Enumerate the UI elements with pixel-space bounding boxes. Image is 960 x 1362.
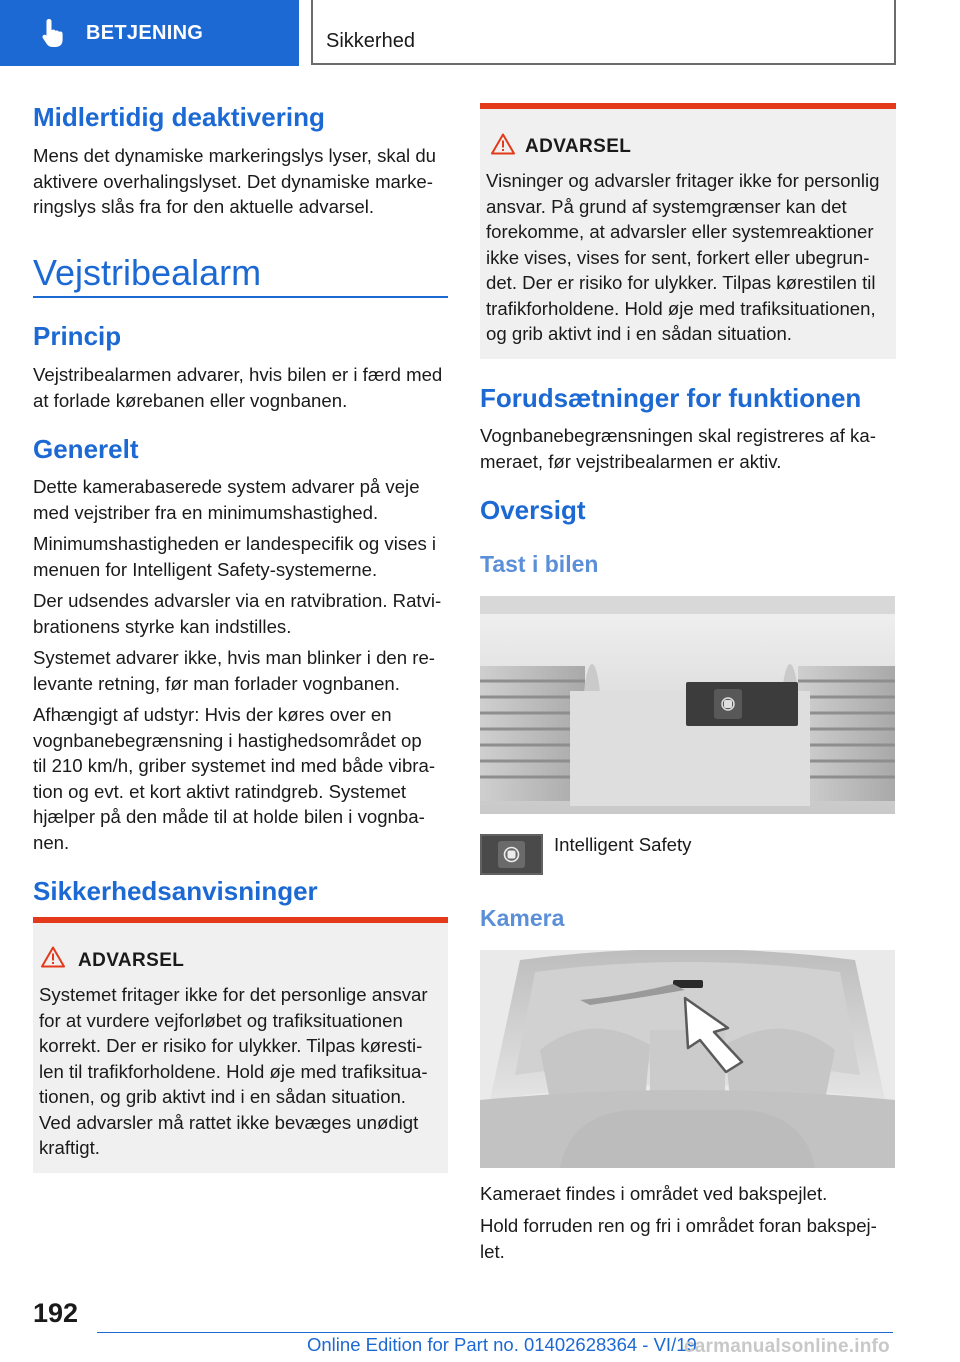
edition-text: Online Edition for Part no. 01402628364 - VI/19 — [307, 1334, 697, 1355]
button-label: Intelligent Safety — [554, 834, 692, 855]
text-line: vognbanebegrænsning i hastighedsområdet op — [33, 729, 422, 751]
warning-triangle-icon — [41, 946, 65, 968]
paragraph-kamera-2 — [480, 1213, 877, 1264]
paragraph-midlertidig — [33, 143, 436, 220]
car-interior-illustration — [480, 950, 895, 1168]
hand-pointer-icon — [40, 17, 68, 49]
text-line: ikke vises, vises for sent, forkert eller ubegrun- — [486, 246, 870, 268]
heading-midlertidig: Midlertidig deaktivering — [33, 102, 325, 132]
heading-oversigt: Oversigt — [480, 495, 586, 525]
text-line: for at vurdere vejforløbet og trafiksituationen — [39, 1009, 403, 1031]
text-line: menuen for Intelligent Safety-systemerne. — [33, 558, 378, 580]
text-line: levante retning, før man forlader vognbanen. — [33, 672, 400, 694]
text-line: len til trafikforholdene. Hold øje med trafiksitua- — [39, 1060, 428, 1082]
text-line: Minimumshastigheden er landespecifik og vises i — [33, 533, 437, 554]
section-tab — [0, 0, 299, 66]
paragraph-generelt-2 — [33, 531, 436, 582]
text-line: Ved advarsler må rattet ikke bevæges unødigt — [39, 1111, 419, 1133]
text-line: kraftigt. — [39, 1137, 100, 1158]
warning-title: ADVARSEL — [78, 950, 185, 971]
heading-tast-i-bilen: Tast i bilen — [480, 551, 599, 577]
text-line: til 210 km/h, griber systemet ind med både vibra- — [33, 755, 436, 776]
dashboard-button-illustration — [480, 596, 895, 814]
text-line: nen. — [33, 831, 70, 853]
text-line: at forlade kørebanen eller vognbanen. — [33, 389, 348, 411]
button-photo — [480, 596, 895, 814]
text-line: med vejstriber fra en minimumshastighed. — [33, 501, 379, 523]
heading-generelt: Generelt — [33, 434, 139, 464]
camera-photo — [480, 950, 895, 1168]
chapter-label: Sikkerhed — [326, 30, 415, 52]
intelligent-safety-button-icon — [480, 834, 543, 875]
paragraph-generelt-5 — [33, 702, 435, 855]
text-line: hjælper på den måde til at holde bilen i vognba- — [33, 806, 425, 827]
paragraph-forudsaetninger — [480, 423, 876, 474]
text-line: ansvar. På grund af systemgrænser kan det — [486, 195, 847, 217]
footer-rule — [97, 1332, 893, 1333]
text-line: Mens det dynamiske markeringslys lyser, skal du — [33, 145, 437, 166]
paragraph-generelt-1 — [33, 474, 420, 525]
paragraph-generelt-3 — [33, 588, 441, 639]
text-line: korrekt. Der er risiko for ulykker. Tilpas køresti- — [39, 1035, 423, 1056]
text-line: det. Der er risiko for ulykker. Tilpas kørestilen til — [486, 272, 876, 293]
text-line: forekomme, at advarsler eller systemreaktioner — [486, 221, 874, 242]
text-line: og grib aktivt ind i en sådan situation. — [486, 323, 792, 344]
text-line: aktivere overhalingslyset. Det dynamiske marke- — [33, 170, 433, 192]
text-line: tion og evt. et kort aktivt ratindgreb. Systemet — [33, 780, 407, 802]
paragraph-kamera-1: Kameraet findes i området ved bakspejlet. — [480, 1183, 828, 1204]
text-line: Hold forruden ren og fri i området foran bakspej- — [480, 1215, 877, 1236]
text-line: ringslys slås fra for den aktuelle advarsel. — [33, 196, 375, 217]
text-line: Systemet fritager ikke for det personlige ansvar — [39, 984, 428, 1005]
warning-box — [33, 917, 448, 1173]
heading-vejstribealarm: Vejstribealarm — [33, 252, 262, 293]
text-line: trafikforholdene. Hold øje med trafiksituationen, — [486, 297, 876, 319]
text-line: brationens styrke kan indstilles. — [33, 615, 292, 637]
heading-sikkerhedsanvisninger: Sikkerhedsanvisninger — [33, 876, 318, 906]
text-line: Vejstribealarmen advarer, hvis bilen er i færd med — [33, 364, 443, 385]
paragraph-generelt-4 — [33, 645, 435, 696]
text-line: Vognbanebegrænsningen skal registreres af ka- — [480, 425, 876, 446]
heading-kamera: Kamera — [480, 905, 565, 931]
text-line: meraet, før vejstribealarmen er aktiv. — [480, 450, 782, 472]
text-line: Visninger og advarsler fritager ikke for personlig — [486, 170, 880, 191]
heading-princip: Princip — [33, 321, 122, 351]
heading-forudsaetninger: Forudsætninger for funktionen — [480, 383, 862, 413]
text-line: tionen, og grib aktivt ind i en sådan situation. — [39, 1086, 406, 1107]
section-label: BETJENING — [86, 21, 204, 44]
warning-title: ADVARSEL — [525, 136, 632, 157]
warning-box — [480, 103, 896, 359]
warning-text — [486, 168, 879, 347]
paragraph-princip — [33, 362, 442, 413]
watermark-text: carmanualsonline.info — [684, 1336, 890, 1357]
page-number: 192 — [33, 1298, 79, 1328]
text-line: let. — [480, 1240, 505, 1262]
warning-text — [39, 982, 428, 1161]
warning-triangle-icon — [491, 133, 515, 155]
text-line: Dette kamerabaserede system advarer på veje — [33, 476, 420, 497]
heading-rule — [33, 296, 448, 298]
chapter-header — [311, 0, 896, 65]
text-line: Systemet advarer ikke, hvis man blinker i den re- — [33, 647, 435, 668]
text-line: Afhængigt af udstyr: Hvis der køres over en — [33, 704, 392, 725]
text-line: Der udsendes advarsler via en ratvibration. Ratvi- — [33, 590, 442, 611]
